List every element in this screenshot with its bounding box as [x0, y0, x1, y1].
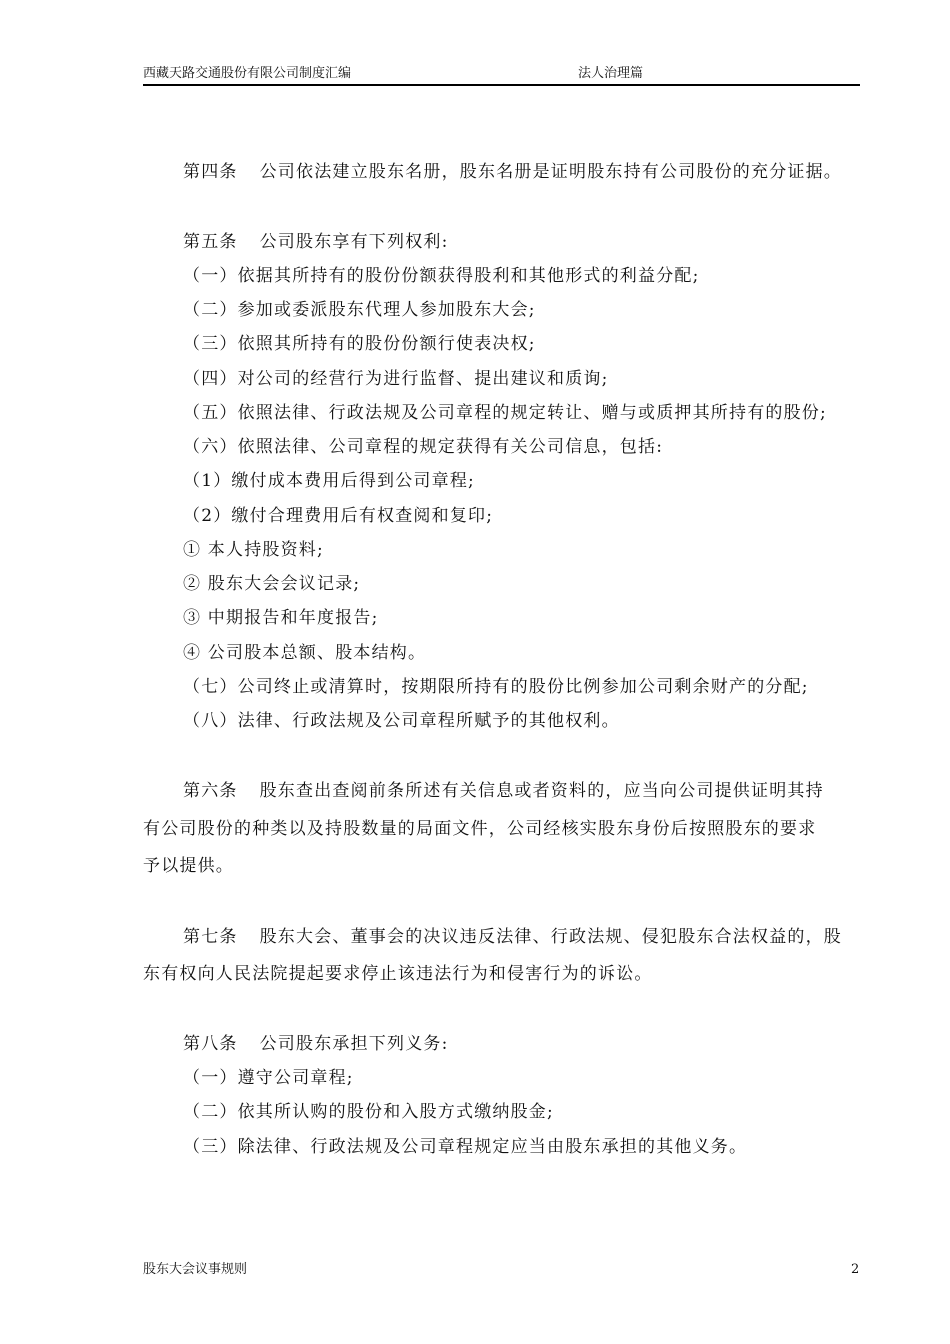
header-company-title: 西藏天路交通股份有限公司制度汇编	[143, 66, 352, 81]
list-item: （四）对公司的经营行为进行监督、提出建议和质询;	[183, 369, 609, 389]
article-text: 公司股东享有下列权利:	[259, 232, 449, 252]
list-item: （三）除法律、行政法规及公司章程规定应当由股东承担的其他义务。	[183, 1137, 748, 1157]
paragraph-line: 东有权向人民法院提起要求停止该违法行为和侵害行为的诉讼。	[143, 964, 653, 984]
article-text: 公司依法建立股东名册，股东名册是证明股东持有公司股份的充分证据。	[259, 162, 843, 182]
list-item: （一）遵守公司章程;	[183, 1068, 354, 1088]
article-number: 第八条	[183, 1034, 238, 1054]
list-item: （七）公司终止或清算时，按期限所持有的股份比例参加公司剩余财产的分配;	[183, 677, 809, 697]
header-divider	[143, 84, 860, 86]
article-text: 股东大会、董事会的决议违反法律、行政法规、侵犯股东合法权益的，股	[259, 927, 843, 947]
list-item: ③ 中期报告和年度报告;	[183, 608, 379, 628]
list-item: ① 本人持股资料;	[183, 540, 324, 560]
list-item: ② 股东大会会议记录;	[183, 574, 361, 594]
article-7	[183, 926, 860, 948]
article-4	[183, 161, 860, 183]
list-item: （二）依其所认购的股份和入股方式缴纳股金;	[183, 1102, 554, 1122]
article-number: 第六条	[183, 781, 238, 801]
list-item: （1）缴付成本费用后得到公司章程;	[183, 471, 475, 491]
list-item: （二）参加或委派股东代理人参加股东大会;	[183, 300, 536, 320]
list-item: （一）依据其所持有的股份份额获得股利和其他形式的利益分配;	[183, 266, 700, 286]
list-item: （三）依照其所持有的股份份额行使表决权;	[183, 334, 536, 354]
footer-document-title: 股东大会议事规则	[143, 1262, 248, 1277]
list-item: （2）缴付合理费用后有权查阅和复印;	[183, 506, 494, 526]
list-item: （八）法律、行政法规及公司章程所赋予的其他权利。	[183, 711, 620, 731]
paragraph-line: 予以提供。	[143, 856, 234, 876]
header-section-title: 法人治理篇	[578, 66, 644, 81]
article-number: 第七条	[183, 927, 238, 947]
article-6	[183, 780, 860, 802]
page-number: 2	[851, 1262, 860, 1277]
paragraph-line: 有公司股份的种类以及持股数量的局面文件，公司经核实股东身份后按照股东的要求	[143, 819, 817, 839]
article-5	[183, 231, 860, 253]
article-text: 股东查出查阅前条所述有关信息或者资料的，应当向公司提供证明其持	[259, 781, 824, 801]
list-item: （六）依照法律、公司章程的规定获得有关公司信息，包括:	[183, 437, 664, 457]
article-8	[183, 1033, 860, 1055]
list-item: （五）依照法律、行政法规及公司章程的规定转让、赠与或质押其所持有的股份;	[183, 403, 827, 423]
article-number: 第五条	[183, 232, 238, 252]
article-text: 公司股东承担下列义务:	[259, 1034, 449, 1054]
article-number: 第四条	[183, 162, 238, 182]
list-item: ④ 公司股本总额、股本结构。	[183, 643, 427, 663]
